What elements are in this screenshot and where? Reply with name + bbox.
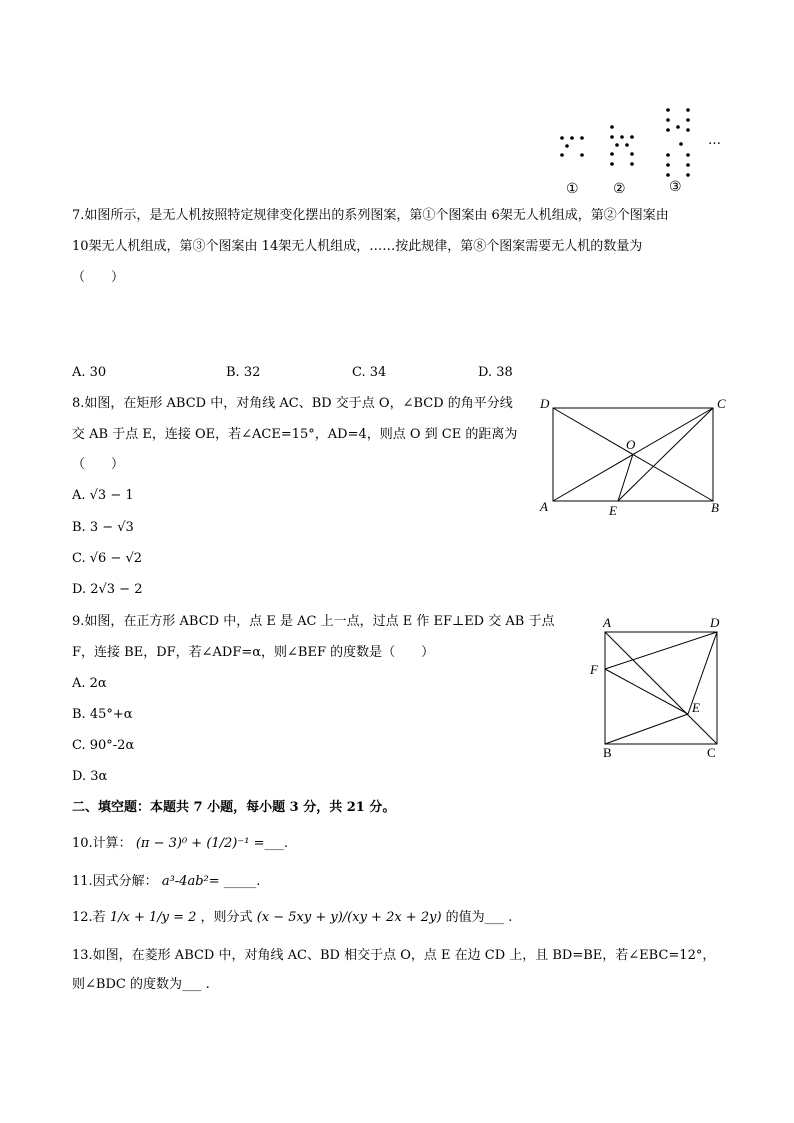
q8-label-a: A [540, 499, 548, 514]
q7-option-c: C. 34 [352, 365, 387, 380]
q7-option-a: A. 30 [72, 365, 107, 380]
pattern-label-1: ① [566, 181, 579, 197]
q8-label-d: D [540, 396, 550, 411]
q11 [72, 870, 260, 894]
q8-label-c: C [717, 396, 726, 411]
q8-option-a: A. √3 − 1 [72, 488, 134, 503]
pattern-ellipsis: … [708, 133, 721, 148]
q9-option-c: C. 90°-2α [72, 738, 135, 753]
q9-label-c: C [707, 745, 716, 760]
q12-condition: 1/x + 1/y = 2 [109, 910, 197, 925]
q12-answer-blank: 的值为___ . [445, 910, 513, 925]
q9-option-a: A. 2α [72, 676, 107, 691]
q10-prefix: 10.计算： [72, 836, 132, 851]
q9-label-d: D [710, 615, 720, 630]
q12-mid: ，则分式 [200, 910, 253, 925]
q7-line1: 7.如图所示，是无人机按照特定规律变化摆出的系列图案，第①个图案由 6架无人机组成，第②个图案由 [72, 208, 669, 223]
q13-line2: 则∠BDC 的度数为___ . [72, 977, 210, 992]
q9-option-b: B. 45°+α [72, 707, 133, 722]
q7-option-b: B. 32 [226, 365, 261, 380]
pattern-label-2: ② [613, 181, 626, 197]
q7-line2: 10架无人机组成，第③个图案由 14架无人机组成，……按此规律，第⑧个图案需要无人机的数量为 [72, 239, 643, 254]
q7-option-d: D. 38 [478, 365, 513, 380]
q8-label-b: B [711, 500, 719, 515]
q8-line1: 8.如图，在矩形 ABCD 中，对角线 AC、BD 交于点 O，∠BCD 的角平分线 [72, 396, 513, 411]
q8-rectangle-figure [535, 392, 735, 522]
q10 [72, 832, 288, 856]
q9-label-b: B [603, 745, 612, 760]
q12-prefix: 12.若 [72, 910, 106, 925]
q9-square-figure [585, 612, 725, 762]
q9-option-d: D. 3α [72, 769, 108, 784]
q8-option-c: C. √6 − √2 [72, 551, 143, 566]
q9-label-e: E [692, 700, 700, 715]
q8-label-o: O [626, 437, 636, 452]
q8-answer-paren: （ ） [72, 457, 125, 472]
q8-line2: 交 AB 于点 E，连接 OE，若∠ACE=15°，AD=4，则点 O 到 CE 的距离为 [72, 427, 518, 442]
q11-answer-blank: _____. [223, 874, 261, 889]
q8-option-b: B. 3 − √3 [72, 520, 134, 535]
q11-prefix: 11.因式分解： [72, 874, 158, 889]
q11-expression: a³-4ab²= [161, 874, 220, 889]
q9-line2: F，连接 BE，DF，若∠ADF=α，则∠BEF 的度数是（ ） [72, 645, 435, 660]
q13-line1: 13.如图，在菱形 ABCD 中，对角线 AC、BD 相交于点 O，点 E 在边 CD 上，且 BD=BE，若∠EBC=12°， [72, 948, 716, 963]
q9-label-f: F [590, 662, 598, 677]
q12-fraction-expression: (x − 5xy + y)/(xy + 2x + 2y) [256, 910, 442, 925]
pattern-label-3: ③ [669, 179, 682, 195]
section2-heading: 二、填空题：本题共 7 小题，每小题 3 分，共 21 分。 [72, 800, 396, 815]
q7-answer-paren: （ ） [72, 270, 125, 285]
q8-option-d: D. 2√3 − 2 [72, 582, 143, 597]
q10-answer-blank: =___. [253, 836, 289, 851]
q8-label-e: E [609, 503, 617, 518]
q10-expression: (π − 3)⁰ + (1/2)⁻¹ [135, 836, 250, 851]
q12 [72, 905, 512, 931]
q9-label-a: A [603, 615, 611, 630]
q9-line1: 9.如图，在正方形 ABCD 中，点 E 是 AC 上一点，过点 E 作 EF⊥ED 交 AB 于点 [72, 614, 555, 629]
